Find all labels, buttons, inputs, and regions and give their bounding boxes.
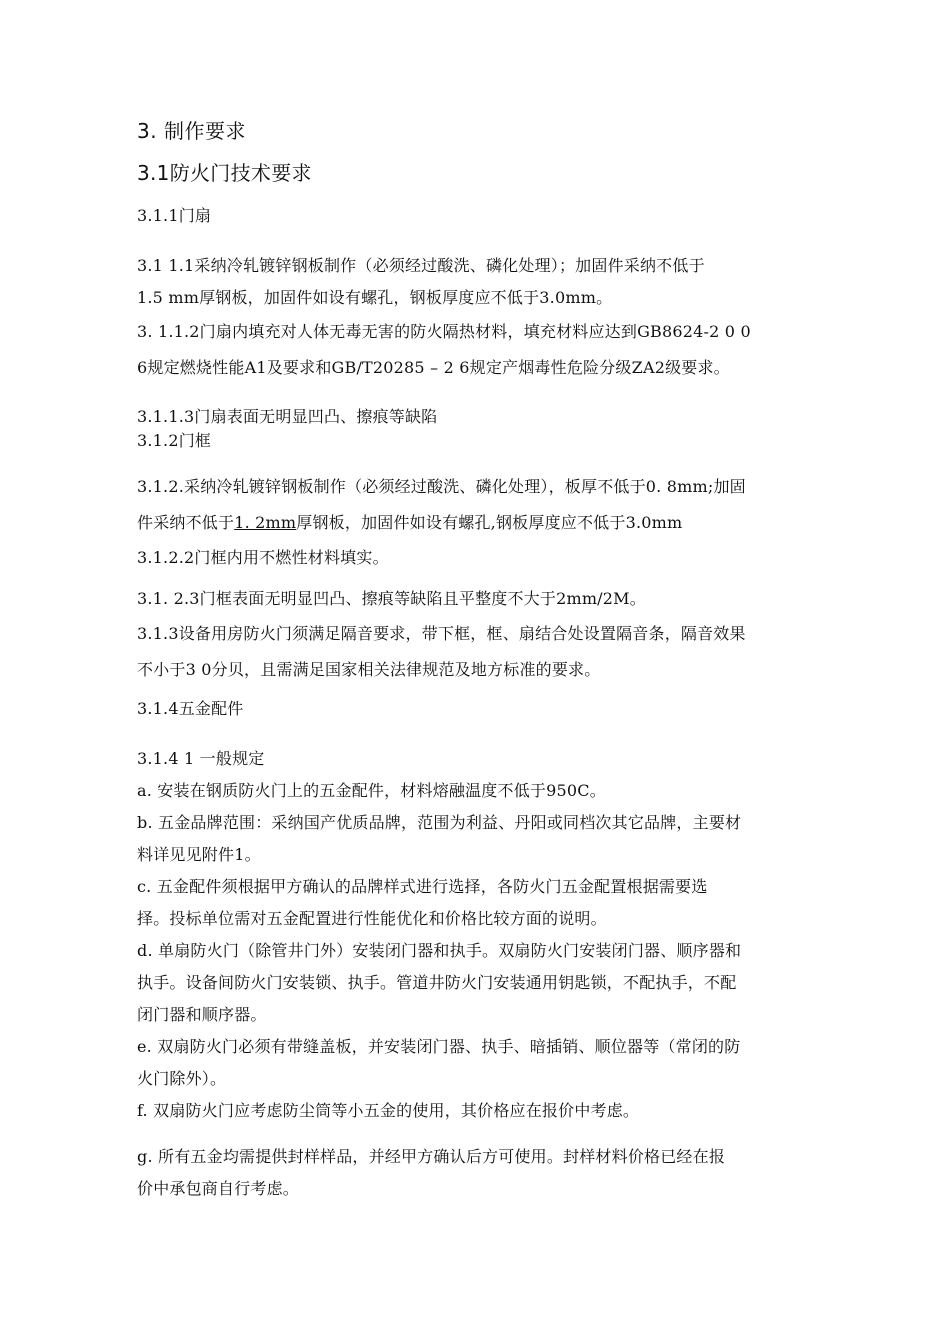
section-heading-3-1-2: 3.1.2门框: [137, 431, 212, 450]
item-e-line2: 火门除外）。: [137, 1069, 227, 1088]
paragraph-3-1-3-line2: 不小于3 0分贝，且需满足国家相关法律规范及地方标准的要求。: [137, 660, 601, 679]
item-f: f. 双扇防火门应考虑防尘筒等小五金的使用，其价格应在报价中考虑。: [137, 1101, 640, 1120]
paragraph-3-1-2-3: 3.1. 2.3门框表面无明显凹凸、擦痕等缺陷且平整度不大于2mm/2M。: [137, 589, 646, 608]
paragraph-3-1-1-3: 3.1.1.3门扇表面无明显凹凸、擦痕等缺陷: [137, 407, 438, 426]
section-heading-3-1-4-1: 3.1.4 1 一般规定: [137, 749, 265, 768]
item-a: a. 安装在钢质防火门上的五金配件，材料熔融温度不低于950C。: [137, 781, 606, 800]
item-c-line1: c. 五金配件须根据甲方确认的品牌样式进行选择，各防火门五金配置根据需要选: [137, 877, 708, 896]
item-g-line2: 价中承包商自行考虑。: [137, 1179, 300, 1198]
item-d-line2: 执手。设备间防火门安装锁、执手。管道井防火门安装通用钥匙锁，不配执手，不配: [137, 973, 737, 992]
item-b-line1: b. 五金品牌范围：采纳国产优质品牌，范围为利益、丹阳或同档次其它品牌，主要材: [137, 813, 742, 832]
paragraph-3-1-3-line1: 3.1.3设备用房防火门须满足隔音要求，带下框，框、扇结合处设置隔音条，隔音效果: [137, 624, 746, 643]
item-d-line1: d. 单扇防火门（除管井门外）安装闭门器和执手。双扇防火门安装闭门器、顺序器和: [137, 941, 742, 960]
paragraph-3-1-2-2: 3.1.2.2门框内用不燃性材料填实。: [137, 548, 389, 567]
section-heading-3-1: 3.1防火门技术要求: [137, 161, 312, 185]
paragraph-3-1-2-1-line1: 3.1.2.采纳冷轧镀锌钢板制作（必须经过酸洗、磷化处理），板厚不低于0. 8mm;加固: [137, 477, 746, 496]
paragraph-3-1-1-1-line2: 1.5 mm厚钢板，加固件如设有螺孔，钢板厚度应不低于3.0mm。: [137, 288, 613, 307]
paragraph-3-1-1-1-line1: 3.1 1.1采纳冷轧镀锌钢板制作（必须经过酸洗、磷化处理）；加固件采纳不低于: [137, 256, 705, 275]
section-heading-3-1-1: 3.1.1门扇: [137, 206, 212, 225]
item-e-line1: e. 双扇防火门必须有带缝盖板，并安装闭门器、执手、暗插销、顺位器等（常闭的防: [137, 1037, 741, 1056]
paragraph-3-1-2-1-text-b: 厚钢板，加固件如设有螺孔,钢板厚度应不低于3.0mm: [296, 513, 683, 532]
paragraph-3-1-1-2-line1: 3. 1.1.2门扇内填充对人体无毒无害的防火隔热材料，填充材料应达到GB8624-2 0 0: [137, 322, 751, 341]
paragraph-3-1-2-1-line2: [137, 512, 827, 534]
item-g-line1: g. 所有五金均需提供封样样品，并经甲方确认后方可使用。封样材料价格已经在报: [137, 1147, 726, 1166]
item-b-line2: 料详见见附件1。: [137, 845, 261, 864]
item-c-line2: 择。投标单位需对五金配置进行性能优化和价格比较方面的说明。: [137, 909, 607, 928]
paragraph-3-1-1-2-line2: 6规定燃烧性能A1及要求和GB/T20285 – 2 6规定产烟毒性危险分级ZA2级要求。: [137, 358, 730, 377]
section-heading-3: 3. 制作要求: [137, 119, 246, 143]
underlined-thickness: 1. 2mm: [234, 513, 297, 532]
section-heading-3-1-4: 3.1.4五金配件: [137, 699, 244, 718]
paragraph-3-1-2-1-text-a: 件采纳不低于: [137, 513, 235, 532]
item-d-line3: 闭门器和顺序器。: [137, 1005, 267, 1024]
